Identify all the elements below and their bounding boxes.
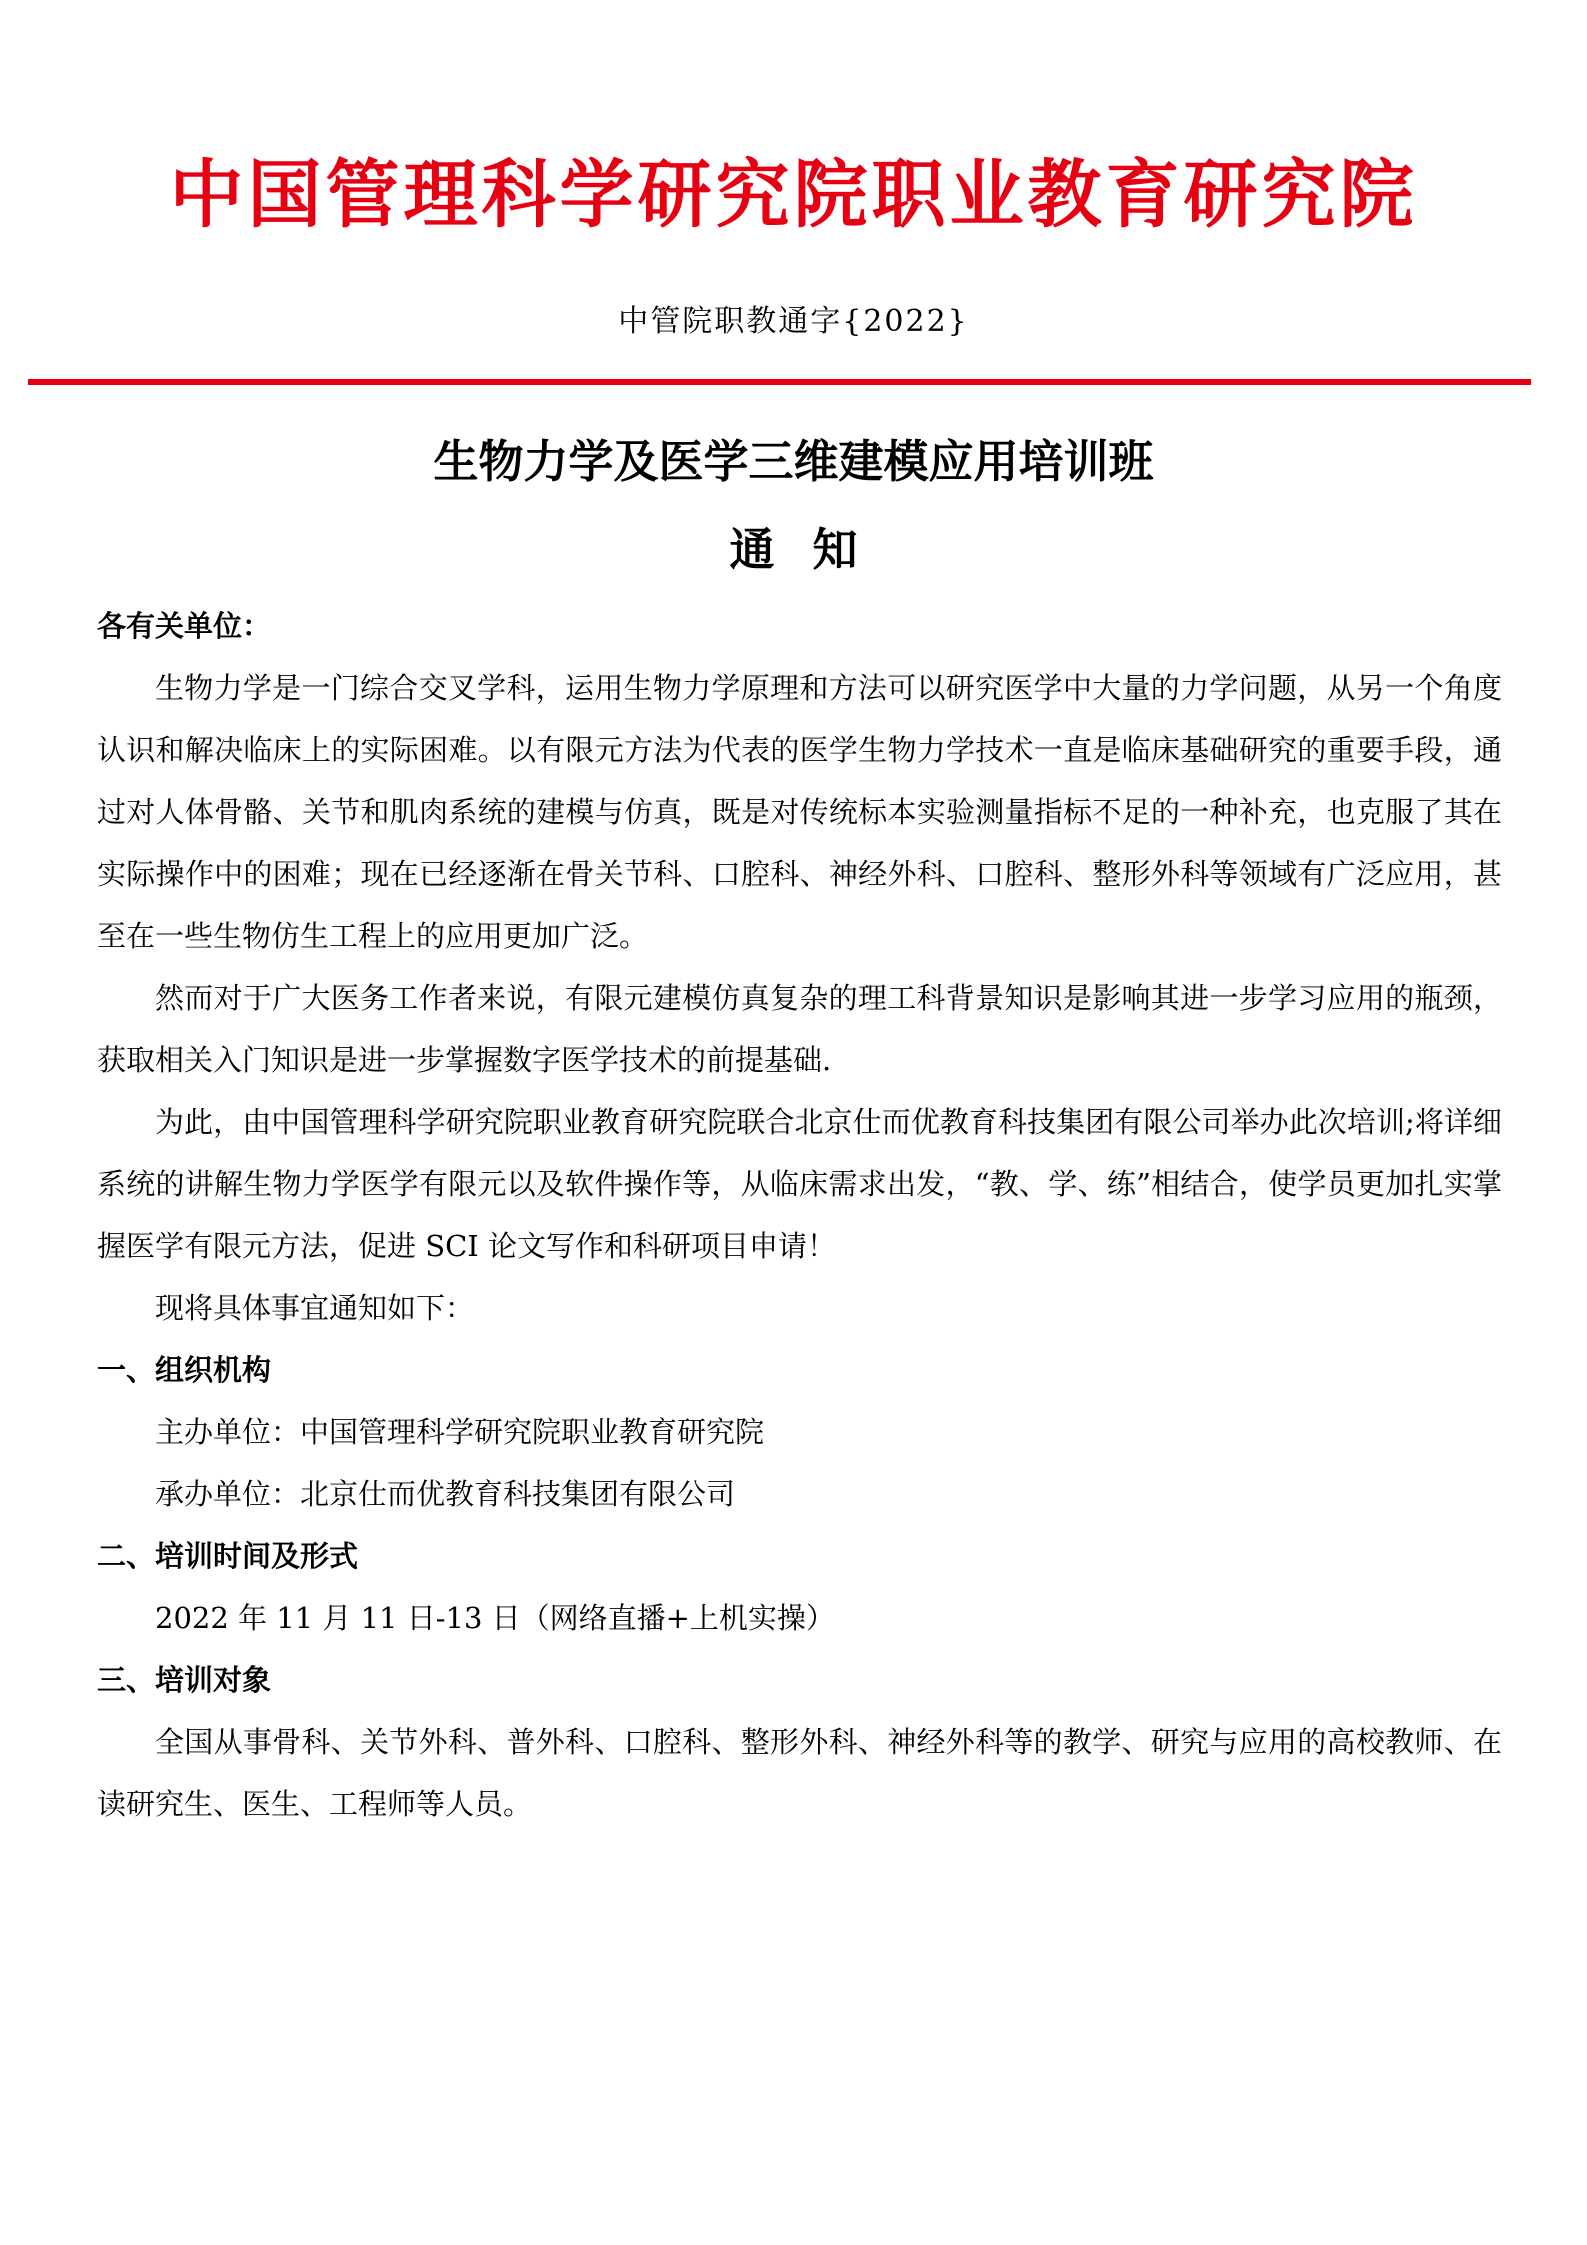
red-divider-line	[28, 379, 1531, 385]
section-heading-organization: 一、组织机构	[97, 1353, 272, 1387]
organization-header: 中国管理科学研究院职业教育研究院	[169, 152, 1418, 238]
organizer: 主办单位：中国管理科学研究院职业教育研究院	[155, 1415, 765, 1449]
training-time: 2022 年 11 月 11 日-13 日（网络直播+上机实操）	[155, 1601, 835, 1635]
section-heading-time: 二、培训时间及形式	[97, 1539, 359, 1573]
body-paragraph: 生物力学是一门综合交叉学科，运用生物力学原理和方法可以研究医学中大量的力学问题，从另一个角度认识和解决临床上的实际困难。以有限元方法为代表的医学生物力学技术一直是临床基础研究的重要手段，通过对人体骨骼、关节和肌肉系统的建模与仿真，既是对传统标本实验测量指标不足的一种补充，也克服了其在实际操作中的困难；现在已经逐渐在骨关节科、口腔科、神经外科、口腔科、整形外科等领域有广泛应用，甚至在一些生物仿生工程上的应用更加广泛。	[97, 671, 1502, 953]
body-paragraph: 然而对于广大医务工作者来说，有限元建模仿真复杂的理工科背景知识是影响其进一步学习应用的瓶颈，获取相关入门知识是进一步掌握数字医学技术的前提基础.	[97, 981, 1502, 1077]
document-subtitle: 通知	[729, 523, 896, 576]
document-body	[97, 595, 1502, 1835]
document-title: 生物力学及医学三维建模应用培训班	[433, 435, 1154, 488]
co-organizer: 承办单位：北京仕而优教育科技集团有限公司	[155, 1477, 736, 1511]
section-heading-audience: 三、培训对象	[97, 1663, 272, 1697]
training-audience: 全国从事骨科、关节外科、普外科、口腔科、整形外科、神经外科等的教学、研究与应用的高校教师、在读研究生、医生、工程师等人员。	[97, 1725, 1502, 1821]
document-number: 中管院职教通字{2022}	[618, 304, 969, 339]
salutation: 各有关单位：	[97, 609, 272, 643]
body-paragraph: 为此，由中国管理科学研究院职业教育研究院联合北京仕而优教育科技集团有限公司举办此次培训;将详细系统的讲解生物力学医学有限元以及软件操作等，从临床需求出发，“教、学、练”相结合，使学员更加扎实掌握医学有限元方法，促进 SCI 论文写作和科研项目申请！	[97, 1105, 1502, 1263]
body-paragraph: 现将具体事宜通知如下：	[155, 1291, 475, 1325]
